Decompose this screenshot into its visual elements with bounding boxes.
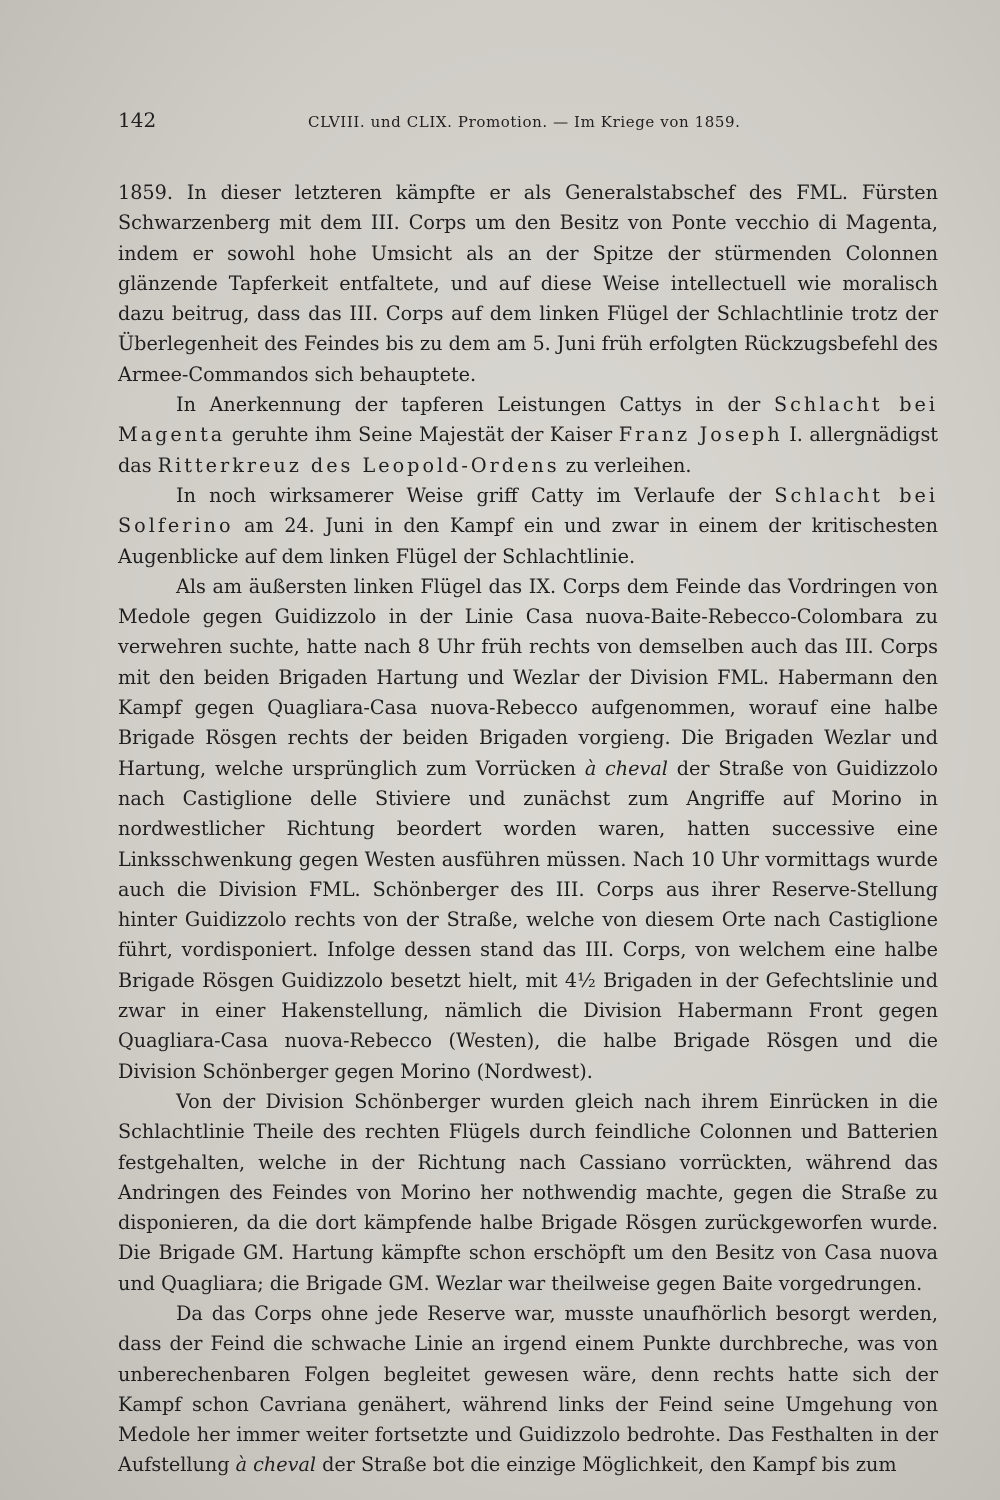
paragraph [118,390,938,481]
text-segment: der Straße bot die einzige Möglichkeit, den Kampf bis zum [316,1453,897,1477]
text-segment: In noch wirksamerer Weise griff Catty im Verlaufe der [176,483,775,507]
paragraph [118,1299,938,1481]
italic-text: à cheval [584,756,668,780]
emphasized-text: Schlacht bei Magenta [118,393,938,447]
italic-text: à cheval [235,1453,317,1477]
paragraph [118,178,938,390]
paragraph [118,1087,938,1299]
text-segment: 1859. In dieser letzteren kämpfte er als Generalstabschef des FML. Fürsten Schwarzenberg mit dem III. Corps um den Besitz von Ponte vecchio di Magenta, indem er sowohl hohe Umsicht als an der Spitze der stürmenden Colonnen glänzende Tapferkeit entfaltete, und auf diese Weise intellectuell wie moralisch dazu beitrug, dass das III. Corps auf dem linken Flügel der Schlachtlinie trotz der Überlegenheit des Feindes bis zu dem am 5. Juni früh erfolgten Rückzugsbefehl des Armee-Commandos sich behauptete. [118,181,938,386]
page-number: 142 [118,108,157,132]
emphasized-text: Franz Joseph [618,423,783,447]
emphasized-text: Ritterkreuz des Leopold-Ordens [157,453,560,477]
text-segment: In Anerkennung der tapferen Leistungen Cattys in der [176,393,774,417]
text-segment: geruhte ihm Seine Majestät der Kaiser [225,423,619,447]
text-segment: am 24. Juni in den Kampf ein und zwar in einem der kritischesten Augenblicke auf dem linken Flügel der Schlachtlinie. [118,514,938,568]
text-segment: zu verleihen. [559,453,692,477]
body-text [118,178,938,1481]
running-head: CLVIII. und CLIX. Promotion. — Im Kriege von 1859. [308,113,741,131]
text-segment: Da das Corps ohne jede Reserve war, musste unaufhörlich besorgt werden, dass der Feind die schwache Linie an irgend einem Punkte durchbreche, was von unberechenbaren Folgen begleitet gewesen wäre, denn rechts hatte sich der Kampf schon Cavriana genähert, während links der Feind seine Umgehung von Medole her immer weiter fortsetzte und Guidizzolo bedrohte. Das Festhalten in der Aufstellung [118,1301,938,1477]
page-header [118,108,938,148]
text-segment: Von der Division Schönberger wurden gleich nach ihrem Einrücken in die Schlachtlinie Theile des rechten Flügels durch feindliche Colonnen und Batterien festgehalten, welche in der Richtung nach Cassiano vorrückten, während das Andringen des Feindes von Morino her nothwendig machte, gegen die Straße zu disponieren, da die dort kämpfende halbe Brigade Rösgen zurückgeworfen wurde. Die Brigade GM. Hartung kämpfte schon erschöpft um den Besitz von Casa nuova und Quagliara; die Brigade GM. Wezlar war theilweise gegen Baite vorgedrungen. [118,1089,938,1295]
paragraph [118,481,938,572]
text-segment: der Straße von Guidizzolo nach Castiglione delle Stiviere und zunächst zum Angriffe auf Morino in nordwestlicher Richtung beordert worden waren, hatten successive eine Linksschwenkung gegen Westen ausführen müssen. Nach 10 Uhr vormittags wurde auch die Division FML. Schönberger des III. Corps aus ihrer Reserve-Stellung hinter Guidizzolo rechts von der Straße, welche von diesem Orte nach Castiglione führt, vordisponiert. Infolge dessen stand das III. Corps, von welchem eine halbe Brigade Rösgen Guidizzolo besetzt hielt, mit 4½ Brigaden in der Gefechtslinie und zwar in einer Hakenstellung, nämlich die Division Habermann Front gegen Quagliara-Casa nuova-Rebecco (Westen), die halbe Brigade Rösgen und die Division Schönberger gegen Morino (Nordwest). [118,756,938,1083]
emphasized-text: Schlacht bei Solferino [118,483,939,538]
text-segment: Als am äußersten linken Flügel das IX. Corps dem Feinde das Vordringen von Medole gegen Guidizzolo in der Linie Casa nuova-Baite-Rebecco-Colombara zu verwehren suchte, hatte nach 8 Uhr früh rechts von demselben auch das III. Corps mit den beiden Brigaden Hartung und Wezlar der Division FML. Habermann den Kampf gegen Quagliara-Casa nuova-Rebecco aufgenommen, worauf eine halbe Brigade Rösgen rechts der beiden Brigaden vorgieng. Die Brigaden Wezlar und Hartung, welche ursprünglich zum Vorrücken [118,574,938,780]
text-segment: I. allergnädigst das [118,423,938,477]
paragraph [118,572,938,1087]
